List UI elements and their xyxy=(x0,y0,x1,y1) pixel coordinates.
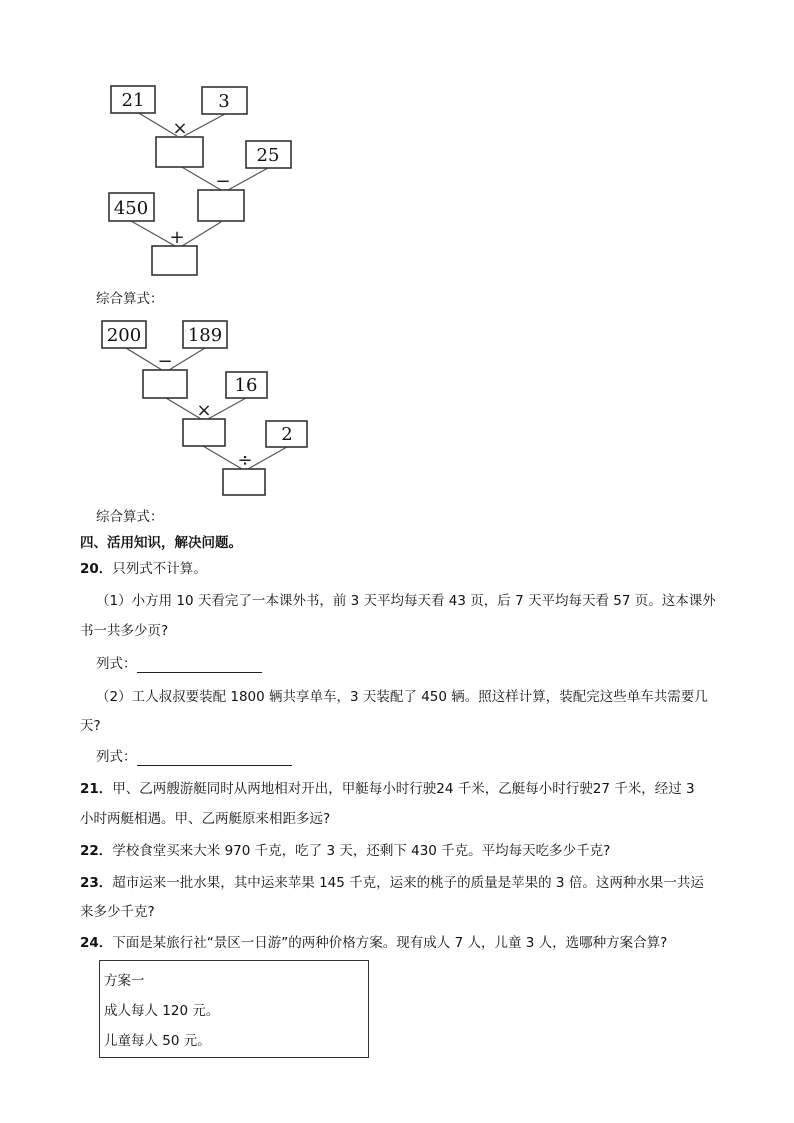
question-20 xyxy=(80,560,207,578)
question-21 xyxy=(80,780,695,798)
answer-label: 列式： xyxy=(96,656,137,672)
plan-adult-price: 成人每人 120 元。 xyxy=(104,1003,220,1019)
question-number: 21． xyxy=(80,781,113,797)
minus-operator: − xyxy=(215,171,231,192)
diagram2-result-box[interactable] xyxy=(183,419,225,446)
question-number: 24． xyxy=(80,935,113,951)
question-number: 22． xyxy=(80,843,113,859)
question-24 xyxy=(80,934,667,952)
diagram2-result-box[interactable] xyxy=(223,469,265,495)
question-text: 超市运来一批水果，其中运来苹果 145 千克，运来的桃子的质量是苹果的 3 倍。这两种水果一共运 xyxy=(112,875,704,891)
question-23 xyxy=(80,874,704,892)
divide-operator: ÷ xyxy=(237,450,253,471)
plan-title: 方案一 xyxy=(104,973,145,989)
question-number: 20． xyxy=(80,561,113,577)
multiply-operator: × xyxy=(172,118,188,139)
answer-label: 列式： xyxy=(96,749,137,765)
answer-blank[interactable] xyxy=(137,751,292,766)
minus-operator: − xyxy=(157,351,173,372)
plus-operator: + xyxy=(169,227,185,248)
diagram2-num: 189 xyxy=(187,325,223,346)
diagram1-num: 25 xyxy=(256,145,280,166)
diagram1-num: 3 xyxy=(218,91,230,112)
formula-label: 综合算式： xyxy=(96,291,164,307)
question-number: 23． xyxy=(80,875,113,891)
q20-part2-line2: 天? xyxy=(80,718,101,734)
question-22 xyxy=(80,842,610,860)
question-text: 学校食堂买来大米 970 千克，吃了 3 天，还剩下 430 千克。平均每天吃多少千克? xyxy=(112,843,611,859)
section-title: 四、活用知识，解决问题。 xyxy=(80,535,242,551)
answer-blank[interactable] xyxy=(137,658,262,673)
q20-part2-line1: （2）工人叔叔要装配 1800 辆共享单车，3 天装配了 450 辆。照这样计算，装配完这些单车共需要几 xyxy=(96,689,708,705)
question-text: 甲、乙两艘游艇同时从两地相对开出，甲艇每小时行驶24 千米，乙艇每小时行驶27 千米，经过 3 xyxy=(112,781,695,797)
question-text: 下面是某旅行社“景区一日游”的两种价格方案。现有成人 7 人，儿童 3 人，选哪种方案合算? xyxy=(112,935,668,951)
question-text: 只列式不计算。 xyxy=(112,561,207,577)
multiply-operator: × xyxy=(196,400,212,421)
diagram2-result-box[interactable] xyxy=(143,370,187,398)
q20-part1-line2: 书一共多少页? xyxy=(80,623,169,639)
price-plan-box xyxy=(99,960,369,1058)
plan-child-price: 儿童每人 50 元。 xyxy=(104,1033,211,1049)
diagram2-num: 16 xyxy=(234,375,258,396)
diagram2-num: 2 xyxy=(281,424,293,445)
q23-line2: 来多少千克? xyxy=(80,904,155,920)
q20-answer-row xyxy=(96,655,262,673)
q20-answer-row xyxy=(96,748,292,766)
q20-part1-line1: （1）小方用 10 天看完了一本课外书，前 3 天平均每天看 43 页，后 7 天平均每天看 57 页。这本课外 xyxy=(96,593,716,609)
q21-line2: 小时两艇相遇。甲、乙两艇原来相距多远? xyxy=(80,811,331,827)
diagram1-num: 450 xyxy=(113,198,149,219)
diagram1-num: 21 xyxy=(121,90,145,111)
diagram2-num: 200 xyxy=(106,325,142,346)
formula-label: 综合算式： xyxy=(96,509,164,525)
